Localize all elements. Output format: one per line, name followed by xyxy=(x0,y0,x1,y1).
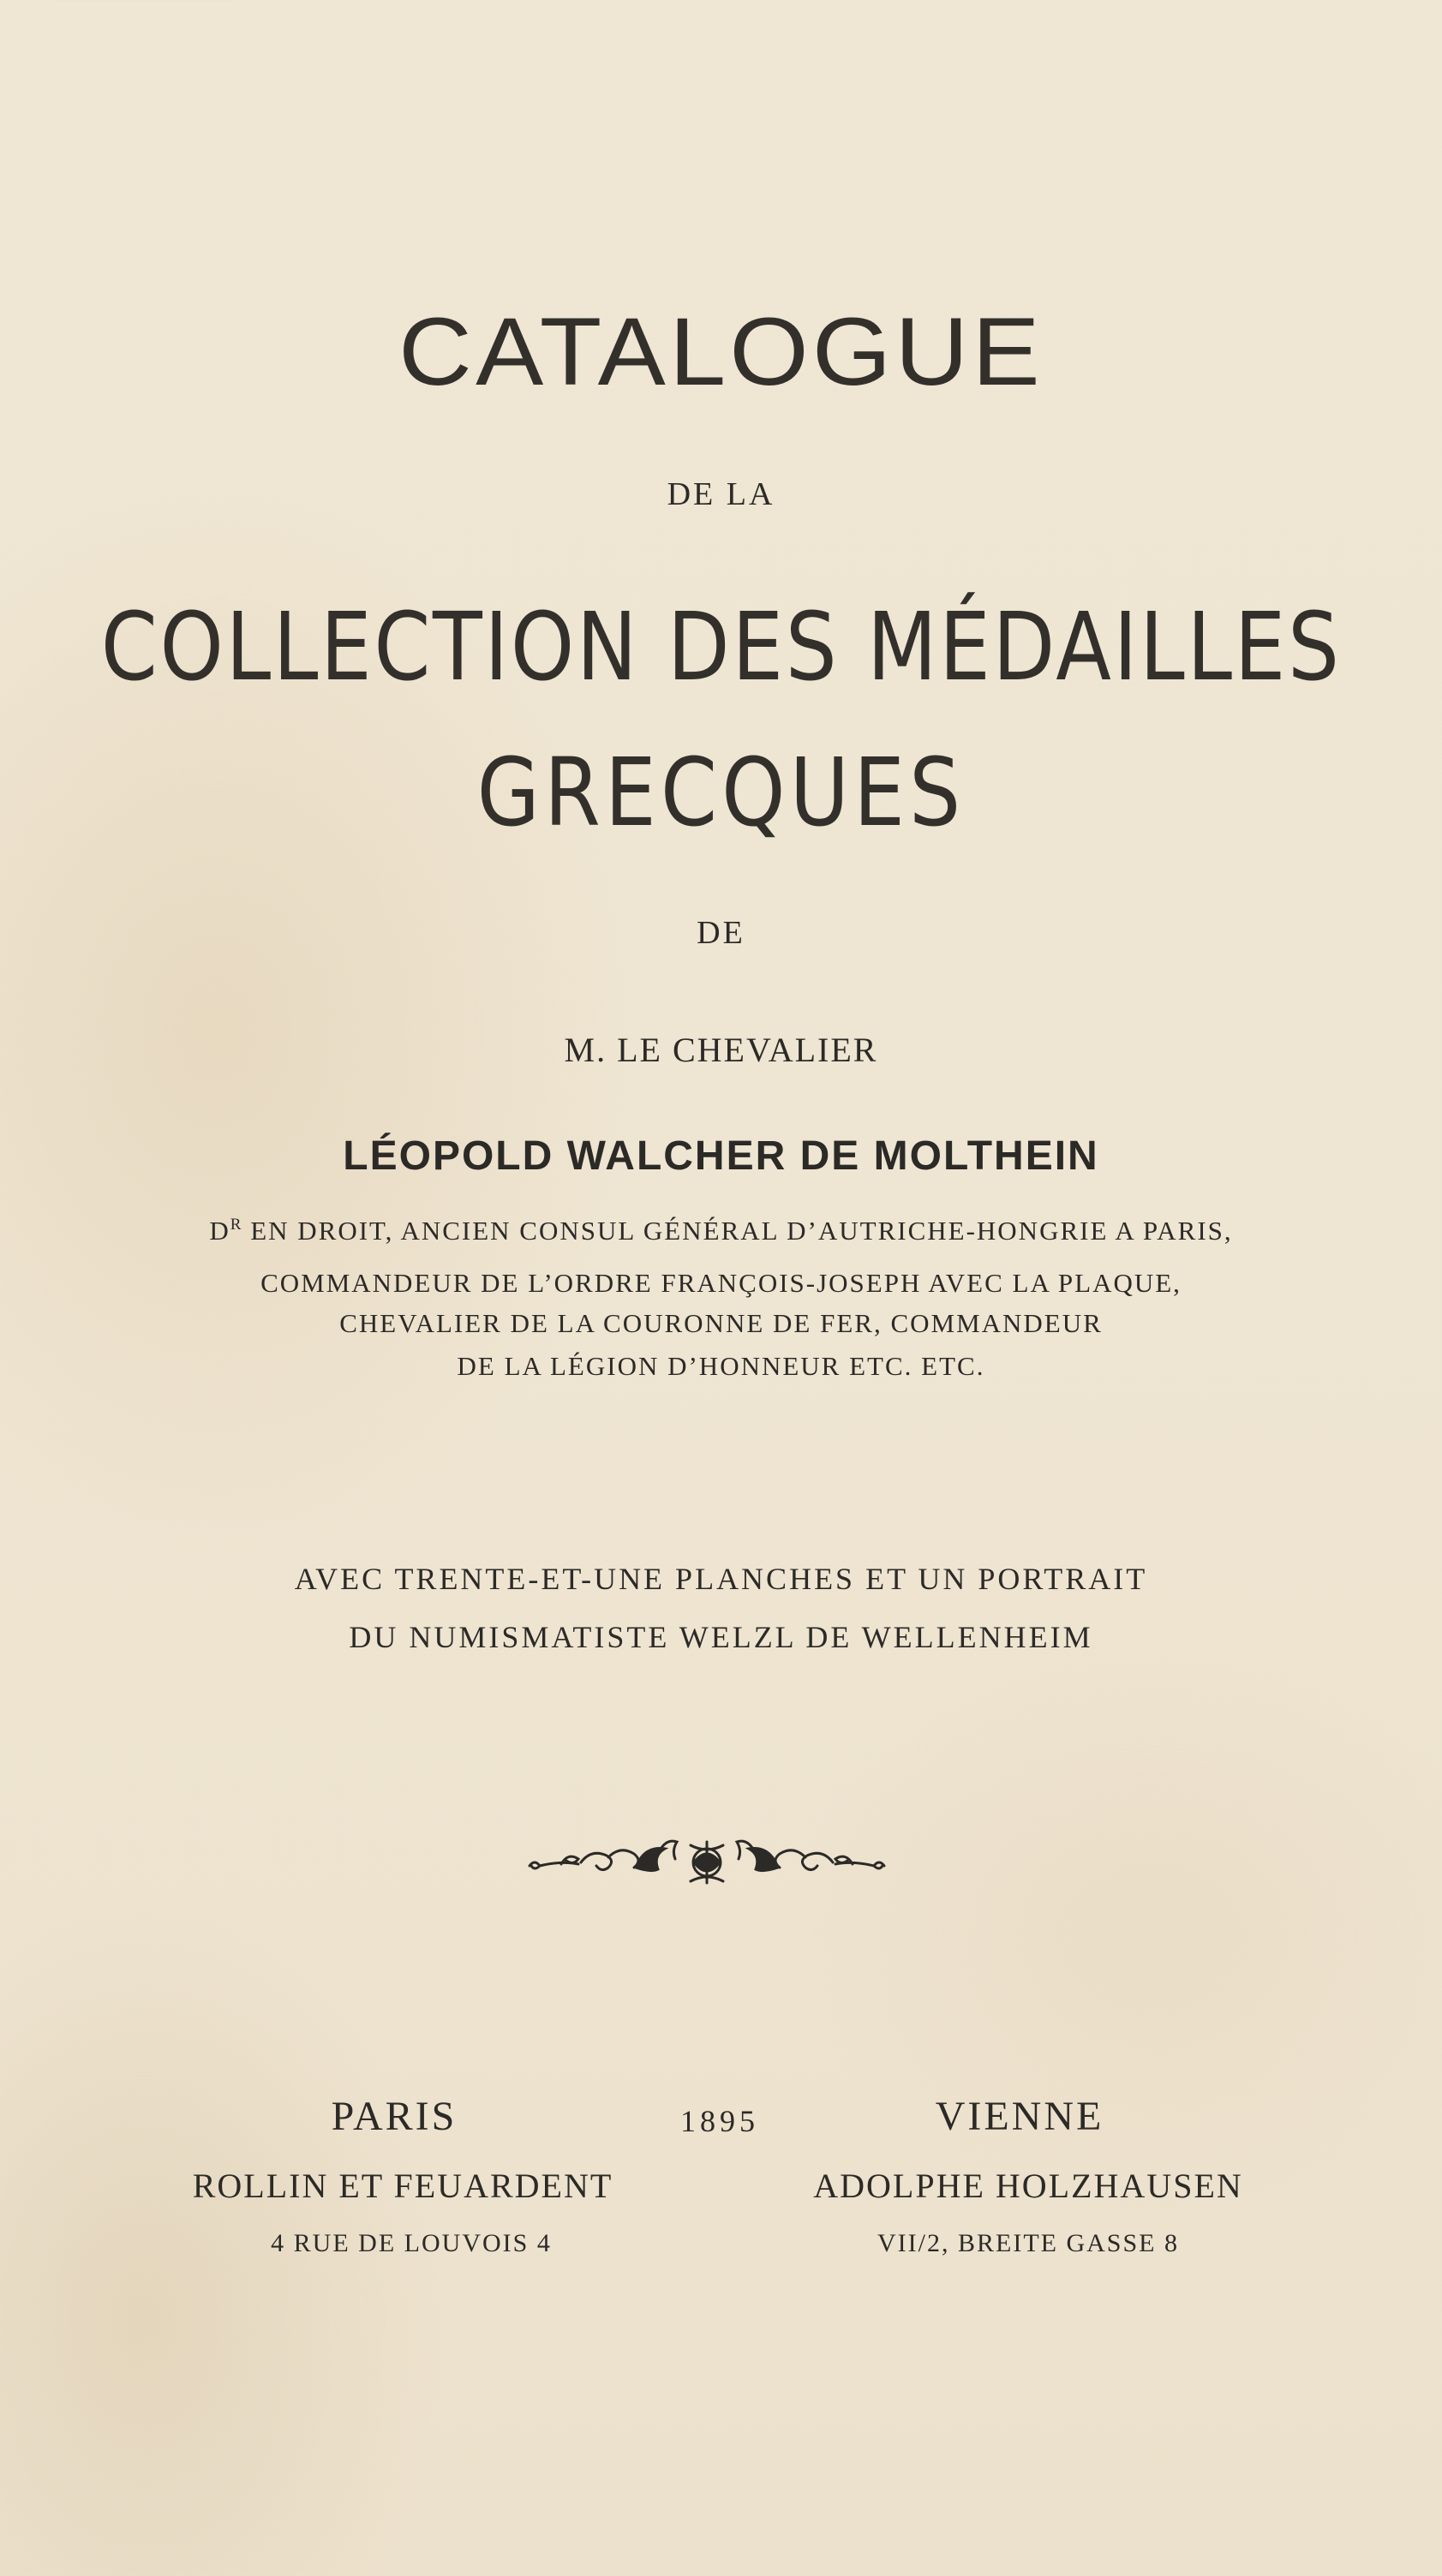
credentials-doctor-abbrev: D xyxy=(209,1216,230,1246)
de-line: DE xyxy=(697,915,745,951)
plates-line-1: AVEC TRENTE-ET-UNE PLANCHES ET UN PORTRAIT xyxy=(294,1562,1148,1596)
imprint-paris-publisher: ROLLIN ET FEUARDENT xyxy=(192,2167,613,2205)
grecques-heading: GRECQUES xyxy=(476,738,966,847)
imprint-paris-address: 4 RUE DE LOUVOIS 4 xyxy=(271,2229,552,2257)
credentials-line-2: COMMANDEUR DE L’ORDRE FRANÇOIS-JOSEPH AVEC LA PLAQUE, xyxy=(260,1268,1182,1298)
collector-name: LÉOPOLD WALCHER DE MOLTHEIN xyxy=(343,1133,1099,1179)
imprint-vienne-address: VII/2, BREITE GASSE 8 xyxy=(877,2229,1179,2257)
de-la-line: DE LA xyxy=(667,476,775,512)
credentials-line-1 xyxy=(0,1216,1442,1244)
imprint-vienne-publisher: ADOLPHE HOLZHAUSEN xyxy=(813,2167,1243,2205)
plates-line-2: DU NUMISMATISTE WELZL DE WELLENHEIM xyxy=(349,1620,1093,1654)
catalogue-title: CATALOGUE xyxy=(398,298,1044,405)
credentials-doctor-superscript: R xyxy=(230,1216,242,1234)
collection-heading: COLLECTION DES MÉDAILLES xyxy=(100,592,1342,702)
imprint-year: 1895 xyxy=(680,2104,759,2138)
chevalier-line: M. LE CHEVALIER xyxy=(564,1031,878,1069)
scroll-flourish-ornament-icon xyxy=(523,1833,891,1893)
credentials-line-3: CHEVALIER DE LA COURONNE DE FER, COMMANDEUR xyxy=(339,1308,1103,1338)
imprint-vienne-city: VIENNE xyxy=(935,2094,1104,2139)
credentials-line-1-text: EN DROIT, ANCIEN CONSUL GÉNÉRAL D’AUTRICHE-HONGRIE A PARIS, xyxy=(242,1216,1233,1246)
imprint-paris-city: PARIS xyxy=(331,2094,458,2139)
credentials-line-4: DE LA LÉGION D’HONNEUR ETC. ETC. xyxy=(457,1351,985,1381)
